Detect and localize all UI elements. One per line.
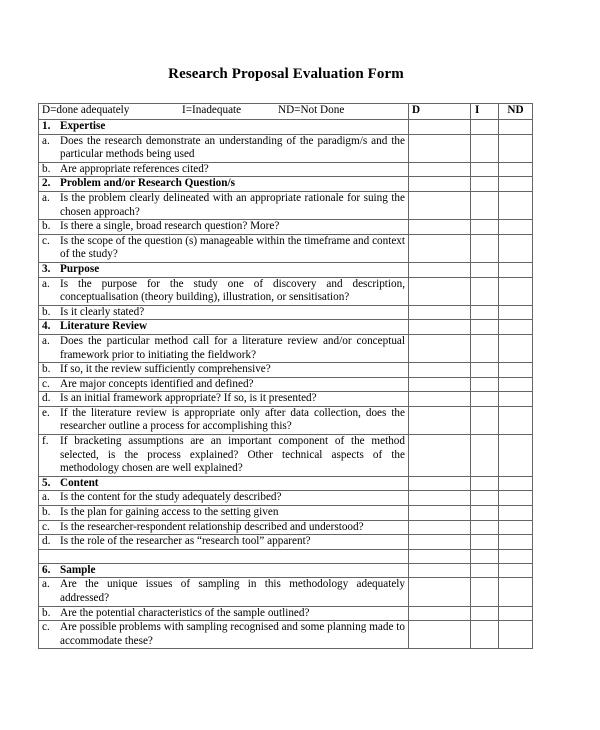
question-row: [39, 392, 533, 407]
question-row: [39, 435, 533, 477]
rating-cell-nd[interactable]: [499, 621, 533, 649]
question-text: Are possible problems with sampling recognised and some planning made to accommodate these?: [60, 621, 405, 647]
question-label: c.: [42, 377, 50, 390]
rating-cell-d[interactable]: [409, 506, 471, 521]
rating-cell-d[interactable]: [409, 191, 471, 219]
rating-cell-nd[interactable]: [499, 606, 533, 621]
rating-cell-nd[interactable]: [499, 377, 533, 392]
column-header-i: I: [471, 104, 499, 120]
rating-cell-nd[interactable]: [499, 262, 533, 277]
question-label: a.: [42, 134, 50, 147]
rating-cell-i[interactable]: [471, 491, 499, 506]
question-label: a.: [42, 578, 50, 591]
rating-cell-nd[interactable]: [499, 392, 533, 407]
rating-cell-nd[interactable]: [499, 220, 533, 235]
question-text: If bracketing assumptions are an important component of the method selected, is the process explained? Other technical aspects of the methodology chosen are well explained?: [60, 435, 405, 475]
rating-cell-i[interactable]: [471, 406, 499, 434]
rating-cell-nd[interactable]: [499, 520, 533, 535]
legend-inadequate: I=Inadequate: [182, 104, 242, 116]
question-cell: [39, 606, 409, 621]
rating-cell-d[interactable]: [409, 220, 471, 235]
rating-cell-d[interactable]: [409, 363, 471, 378]
rating-cell-i[interactable]: [471, 334, 499, 362]
spacer-cell: [39, 549, 409, 563]
rating-cell-nd[interactable]: [499, 476, 533, 491]
section-heading-cell: [39, 120, 409, 135]
rating-cell-i[interactable]: [471, 120, 499, 135]
question-cell: [39, 621, 409, 649]
column-header-d: D: [409, 104, 471, 120]
rating-cell-i[interactable]: [471, 305, 499, 320]
question-row: [39, 277, 533, 305]
rating-cell-nd[interactable]: [499, 563, 533, 578]
question-label: f.: [42, 435, 49, 448]
section-title: Sample: [60, 563, 96, 576]
question-text: Does the research demonstrate an understanding of the paradigm/s and the particular methods being used: [60, 134, 405, 161]
rating-cell-d[interactable]: [409, 606, 471, 621]
section-title: Problem and/or Research Question/s: [60, 177, 235, 190]
rating-cell-d[interactable]: [409, 305, 471, 320]
question-text: Are appropriate references cited?: [60, 162, 209, 175]
question-row: [39, 578, 533, 606]
section-row: [39, 262, 533, 277]
legend-cell: [39, 104, 409, 120]
rating-cell-i[interactable]: [471, 606, 499, 621]
rating-cell-nd[interactable]: [499, 506, 533, 521]
rating-cell-i[interactable]: [471, 377, 499, 392]
legend-not-done: ND=Not Done: [278, 104, 345, 116]
rating-cell-nd[interactable]: [499, 578, 533, 606]
rating-cell-i[interactable]: [471, 220, 499, 235]
question-cell: [39, 392, 409, 407]
question-cell: [39, 435, 409, 477]
question-label: c.: [42, 520, 50, 533]
question-row: [39, 621, 533, 649]
question-text: Is the problem clearly delineated with an appropriate rationale for suing the chosen approach?: [60, 191, 405, 218]
question-row: [39, 234, 533, 262]
rating-cell-d[interactable]: [409, 578, 471, 606]
question-label: e.: [42, 406, 50, 419]
question-text: Is an initial framework appropriate? If so, is it presented?: [60, 392, 317, 405]
question-text: Are the potential characteristics of the sample outlined?: [60, 606, 310, 619]
rating-cell-d[interactable]: [409, 134, 471, 162]
section-heading-cell: [39, 177, 409, 192]
rating-cell-d[interactable]: [409, 520, 471, 535]
section-row: [39, 476, 533, 491]
rating-cell-i[interactable]: [471, 506, 499, 521]
rating-cell-i[interactable]: [471, 177, 499, 192]
section-row: [39, 320, 533, 335]
rating-cell-d[interactable]: [409, 491, 471, 506]
question-label: a.: [42, 277, 50, 290]
question-row: [39, 606, 533, 621]
question-cell: [39, 377, 409, 392]
rating-cell-d[interactable]: [409, 234, 471, 262]
rating-cell-i[interactable]: [471, 277, 499, 305]
header-row: [39, 104, 533, 120]
rating-cell-nd[interactable]: [499, 491, 533, 506]
rating-cell-i[interactable]: [471, 435, 499, 477]
question-text: Is the content for the study adequately described?: [60, 491, 282, 504]
question-cell: [39, 334, 409, 362]
question-row: [39, 363, 533, 378]
question-row: [39, 520, 533, 535]
question-cell: [39, 578, 409, 606]
question-row: [39, 162, 533, 177]
question-label: b.: [42, 220, 51, 233]
question-label: a.: [42, 334, 50, 347]
rating-cell-d[interactable]: [409, 377, 471, 392]
column-header-nd: ND: [499, 104, 533, 120]
question-cell: [39, 363, 409, 378]
rating-cell-nd[interactable]: [499, 305, 533, 320]
question-cell: [39, 220, 409, 235]
question-cell: [39, 305, 409, 320]
rating-cell-i[interactable]: [471, 363, 499, 378]
rating-cell-d[interactable]: [409, 162, 471, 177]
question-label: b.: [42, 606, 51, 619]
section-number: 1.: [42, 120, 51, 132]
form-title: Research Proposal Evaluation Form: [168, 66, 404, 82]
rating-cell-d[interactable]: [409, 320, 471, 335]
rating-cell-nd[interactable]: [499, 234, 533, 262]
rating-cell-i[interactable]: [471, 621, 499, 649]
section-number: 4.: [42, 320, 51, 333]
question-cell: [39, 162, 409, 177]
question-cell: [39, 134, 409, 162]
section-row: [39, 120, 533, 135]
rating-cell-i[interactable]: [471, 320, 499, 335]
rating-cell-i[interactable]: [471, 549, 499, 563]
question-row: [39, 377, 533, 392]
section-heading-cell: [39, 476, 409, 491]
legend-done: D=done adequately: [42, 104, 130, 116]
question-text: Is the plan for gaining access to the setting given: [60, 506, 279, 519]
rating-cell-d[interactable]: [409, 621, 471, 649]
question-text: If so, it the review sufficiently comprehensive?: [60, 363, 271, 376]
section-heading-cell: [39, 563, 409, 578]
rating-cell-nd[interactable]: [499, 435, 533, 477]
rating-cell-i[interactable]: [471, 476, 499, 491]
section-number: 6.: [42, 563, 51, 576]
question-cell: [39, 535, 409, 550]
section-title: Literature Review: [60, 320, 148, 333]
evaluation-table-body: [39, 104, 533, 649]
rating-cell-d[interactable]: [409, 334, 471, 362]
question-text: Is the researcher-respondent relationship described and understood?: [60, 520, 364, 533]
question-cell: [39, 491, 409, 506]
rating-cell-nd[interactable]: [499, 134, 533, 162]
spacer-row: [39, 549, 533, 563]
rating-cell-nd[interactable]: [499, 363, 533, 378]
question-row: [39, 535, 533, 550]
rating-cell-i[interactable]: [471, 520, 499, 535]
evaluation-table: [38, 103, 533, 649]
section-row: [39, 563, 533, 578]
question-row: [39, 406, 533, 434]
rating-cell-nd[interactable]: [499, 406, 533, 434]
section-number: 3.: [42, 262, 51, 275]
question-row: [39, 305, 533, 320]
rating-cell-d[interactable]: [409, 392, 471, 407]
question-cell: [39, 520, 409, 535]
question-text: Is there a single, broad research question? More?: [60, 220, 280, 233]
question-label: b.: [42, 363, 51, 376]
question-row: [39, 491, 533, 506]
question-text: Is the role of the researcher as “research tool” apparent?: [60, 535, 311, 548]
rating-cell-d[interactable]: [409, 549, 471, 563]
section-title: Expertise: [60, 120, 106, 132]
question-row: [39, 506, 533, 521]
question-cell: [39, 234, 409, 262]
rating-cell-nd[interactable]: [499, 177, 533, 192]
rating-cell-i[interactable]: [471, 162, 499, 177]
section-heading-cell: [39, 262, 409, 277]
question-text: Are the unique issues of sampling in this methodology adequately addressed?: [60, 578, 405, 604]
question-label: c.: [42, 234, 50, 247]
question-text: Is it clearly stated?: [60, 305, 145, 318]
rating-cell-d[interactable]: [409, 435, 471, 477]
question-text: Is the purpose for the study one of discovery and description, conceptualisation (theory building), illustration, or sensitisation?: [60, 277, 405, 304]
rating-cell-d[interactable]: [409, 262, 471, 277]
question-label: d.: [42, 535, 51, 548]
rating-cell-nd[interactable]: [499, 320, 533, 335]
rating-cell-i[interactable]: [471, 535, 499, 550]
question-row: [39, 334, 533, 362]
question-text: Is the scope of the question (s) manageable within the timeframe and context of the study?: [60, 234, 405, 261]
rating-cell-i[interactable]: [471, 134, 499, 162]
rating-cell-d[interactable]: [409, 563, 471, 578]
section-number: 2.: [42, 177, 51, 190]
question-row: [39, 191, 533, 219]
question-cell: [39, 191, 409, 219]
rating-cell-i[interactable]: [471, 191, 499, 219]
question-row: [39, 220, 533, 235]
rating-cell-d[interactable]: [409, 277, 471, 305]
question-label: c.: [42, 621, 50, 634]
question-label: a.: [42, 491, 50, 504]
rating-cell-nd[interactable]: [499, 535, 533, 550]
rating-cell-d[interactable]: [409, 535, 471, 550]
section-row: [39, 177, 533, 192]
rating-cell-i[interactable]: [471, 563, 499, 578]
rating-cell-nd[interactable]: [499, 549, 533, 563]
rating-cell-i[interactable]: [471, 392, 499, 407]
question-cell: [39, 506, 409, 521]
rating-cell-nd[interactable]: [499, 334, 533, 362]
question-label: b.: [42, 305, 51, 318]
rating-cell-nd[interactable]: [499, 191, 533, 219]
question-cell: [39, 277, 409, 305]
question-text: If the literature review is appropriate only after data collection, does the researcher outline a process for accomplishing this?: [60, 406, 405, 433]
question-label: b.: [42, 162, 51, 175]
rating-cell-nd[interactable]: [499, 162, 533, 177]
section-title: Purpose: [60, 262, 100, 275]
rating-cell-i[interactable]: [471, 262, 499, 277]
rating-cell-d[interactable]: [409, 120, 471, 135]
rating-cell-i[interactable]: [471, 578, 499, 606]
rating-cell-i[interactable]: [471, 234, 499, 262]
rating-cell-nd[interactable]: [499, 277, 533, 305]
question-row: [39, 134, 533, 162]
rating-cell-d[interactable]: [409, 177, 471, 192]
question-label: d.: [42, 392, 51, 405]
section-number: 5.: [42, 476, 51, 489]
question-text: Does the particular method call for a literature review and/or conceptual framework prior to initiating the fieldwork?: [60, 334, 405, 361]
question-label: a.: [42, 191, 50, 204]
question-text: Are major concepts identified and defined?: [60, 377, 254, 390]
rating-cell-d[interactable]: [409, 406, 471, 434]
question-label: b.: [42, 506, 51, 519]
question-cell: [39, 406, 409, 434]
section-title: Content: [60, 476, 99, 489]
rating-cell-nd[interactable]: [499, 120, 533, 135]
rating-cell-d[interactable]: [409, 476, 471, 491]
section-heading-cell: [39, 320, 409, 335]
